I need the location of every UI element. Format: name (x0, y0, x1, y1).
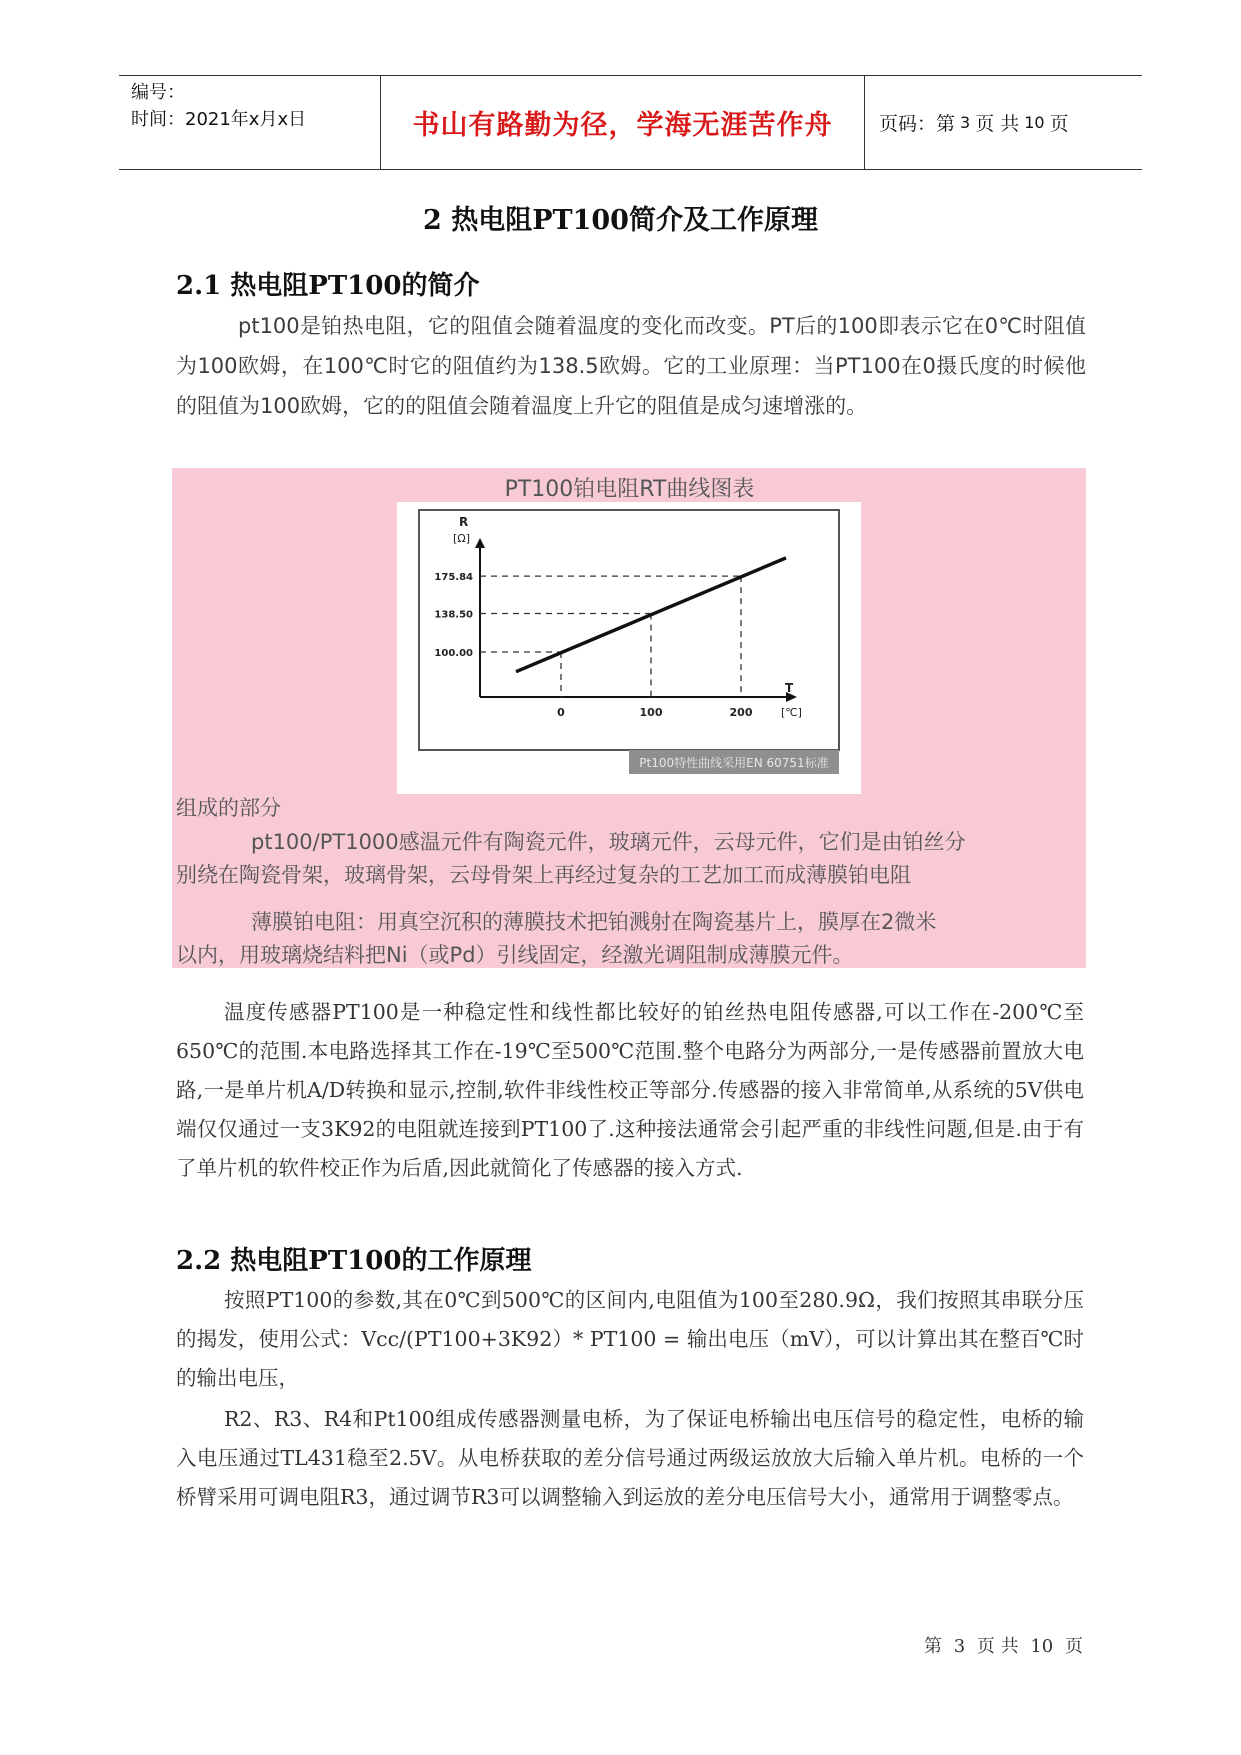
chart-plot-layer (434, 515, 802, 719)
page-footer (924, 1632, 1083, 1658)
rt-curve-line (516, 558, 786, 672)
page-suffix: 页 (1049, 113, 1069, 135)
x-tick-label: 200 (729, 706, 753, 719)
time-label: 时间：2021年x月x日 (131, 109, 307, 130)
rt-curve-chart (397, 502, 861, 794)
footer-total: 10 (1030, 1636, 1054, 1657)
y-axis-arrow (475, 538, 485, 548)
footer-middle: 页 共 (976, 1636, 1019, 1657)
page-current: 3 (960, 113, 971, 132)
footer-prefix: 第 (923, 1636, 942, 1657)
footer-current: 3 (953, 1636, 966, 1657)
header-page-number (865, 76, 1142, 169)
chart-footnote: Pt100特性曲线采用EN 60751标准 (639, 756, 829, 770)
chart-svg (397, 502, 861, 794)
y-tick-label: 175.84 (434, 572, 473, 584)
intro-paragraph: pt100是铂热电阻，它的阻值会随着温度的变化而改变。PT后的100即表示它在0℃时阻值为100欧姆，在100℃时它的阻值约为138.5欧姆。它的工业原理：当PT100在0摄氏度的时候他的阻值为100欧姆，它的的阻值会随着温度上升它的阻值是成匀速增涨的。 (176, 314, 1086, 418)
x-tick-label: 100 (639, 706, 663, 719)
page-middle: 页 共 (975, 113, 1020, 135)
page-title: 2 热电阻PT100简介及工作原理 (423, 205, 818, 236)
principle-paragraph-1: 按照PT100的参数,其在0℃到500℃的区间内,电阻值为100至280.9Ω，我们按照其串联分压的揭发，使用公式：Vcc/(PT100+3K92）* PT100 = 输出电压（mV），可以计算出其在整百℃时的输出电压， (176, 1288, 1084, 1390)
page-total: 10 (1024, 113, 1045, 132)
composition-para1-line2: 别绕在陶瓷骨架，玻璃骨架，云母骨架上再经过复杂的工艺加工而成薄膜铂电阻 (176, 863, 911, 887)
y-axis-unit: [Ω] (453, 532, 470, 545)
film-para-line2: 以内，用玻璃烧结料把Ni（或Pd）引线固定，经激光调阻制成薄膜元件。 (176, 943, 854, 967)
section-heading-principle: 2.2 热电阻PT100的工作原理 (176, 1246, 532, 1276)
footer-suffix: 页 (1065, 1636, 1083, 1657)
x-tick-label: 0 (557, 706, 565, 719)
sensor-paragraph: 温度传感器PT100是一种稳定性和线性都比较好的铂丝热电阻传感器,可以工作在-200℃至650℃的范围.本电路选择其工作在-19℃至500℃范围.整个电路分为两部分,一是传感器前置放大电路,一是单片机A/D转换和显示,控制,软件非线性校正等部分.传感器的接入非常简单,从系统的5V供电端仅仅通过一支3K92的电阻就连接到PT100了.这种接法通常会引起严重的非线性问题,但是.由于有了单片机的软件校正作为后盾,因此就简化了传感器的接入方式. (176, 1000, 1084, 1180)
header-meta (119, 76, 381, 169)
code-label: 编号： (131, 82, 185, 103)
film-para-line1: 薄膜铂电阻：用真空沉积的薄膜技术把铂溅射在陶瓷基片上，膜厚在2微米 (251, 910, 937, 934)
section-heading-intro: 2.1 热电阻PT100的简介 (176, 271, 480, 301)
x-axis-label: T (785, 681, 794, 695)
chart-caption: PT100铂电阻RT曲线图表 (504, 477, 755, 502)
y-axis-label: R (459, 515, 469, 529)
x-axis-unit: [℃] (781, 706, 802, 719)
y-tick-label: 138.50 (434, 609, 473, 621)
page-prefix: 页码：第 (879, 113, 956, 135)
y-tick-label: 100.00 (434, 648, 473, 659)
page-header (119, 75, 1142, 170)
header-motto: 书山有路勤为径，学海无涯苦作舟 (381, 76, 865, 169)
composition-label: 组成的部分 (176, 796, 281, 820)
principle-paragraph-2: R2、R3、R4和Pt100组成传感器测量电桥，为了保证电桥输出电压信号的稳定性，电桥的输入电压通过TL431稳至2.5V。从电桥获取的差分信号通过两级运放放大后输入单片机。电桥的一个桥臂采用可调电阻R3，通过调节R3可以调整输入到运放的差分电压信号大小，通常用于调整零点。 (176, 1407, 1084, 1509)
composition-para1-line1: pt100/PT1000感温元件有陶瓷元件，玻璃元件，云母元件，它们是由铂丝分 (251, 830, 966, 854)
